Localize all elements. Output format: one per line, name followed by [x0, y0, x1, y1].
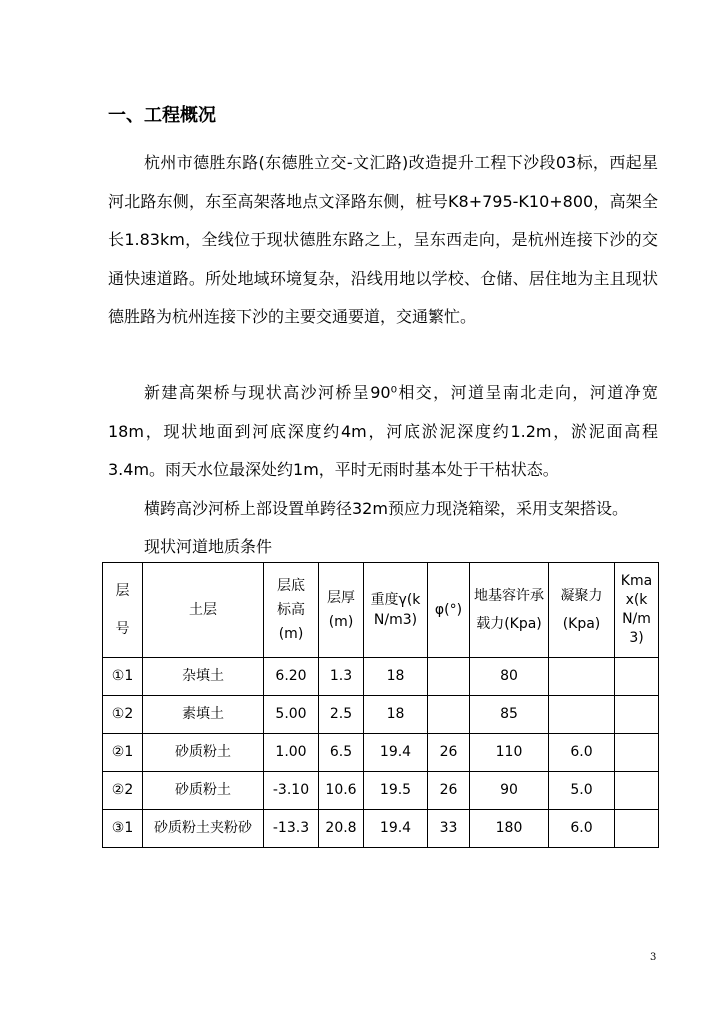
cell-kmax	[615, 696, 659, 734]
header-bearing-capacity: 地基容许承载力(Kpa)	[470, 563, 549, 658]
table-row	[103, 734, 659, 772]
cell-phi: 26	[428, 734, 470, 772]
cell-no: ①2	[103, 696, 143, 734]
geology-table	[102, 562, 659, 848]
cell-no: ①1	[103, 658, 143, 696]
cell-thick: 2.5	[319, 696, 364, 734]
section-title: 一、工程概况	[108, 105, 216, 126]
cell-phi: 26	[428, 772, 470, 810]
cell-cohesion: 6.0	[549, 810, 615, 848]
header-unit-weight: 重度γ(kN/m3)	[364, 563, 428, 658]
header-friction-angle: φ(°)	[428, 563, 470, 658]
paragraph-river-conditions: 新建高架桥与现状高沙河桥呈90⁰相交，河道呈南北走向，河道净宽18m，现状地面到河底深度约4m，河底淤泥深度约1.2m，淤泥面高程3.4m。雨天水位最深处约1m，平时无雨时基本处于干枯状态。	[108, 383, 658, 479]
page-number: 3	[650, 952, 657, 963]
cell-elev: 6.20	[264, 658, 319, 696]
cell-phi	[428, 696, 470, 734]
cell-thick: 20.8	[319, 810, 364, 848]
table-header-row	[103, 563, 659, 658]
header-soil: 土层	[143, 563, 264, 658]
table-row	[103, 772, 659, 810]
cell-soil: 砂质粉土	[143, 734, 264, 772]
cell-kmax	[615, 734, 659, 772]
cell-bearing: 90	[470, 772, 549, 810]
cell-gamma: 19.4	[364, 734, 428, 772]
cell-gamma: 19.5	[364, 772, 428, 810]
cell-soil: 杂填土	[143, 658, 264, 696]
header-thickness: 层厚(m)	[319, 563, 364, 658]
cell-bearing: 180	[470, 810, 549, 848]
cell-cohesion: 5.0	[549, 772, 615, 810]
cell-thick: 10.6	[319, 772, 364, 810]
cell-soil: 素填土	[143, 696, 264, 734]
cell-cohesion: 6.0	[549, 734, 615, 772]
cell-thick: 6.5	[319, 734, 364, 772]
cell-cohesion	[549, 658, 615, 696]
table-caption: 现状河道地质条件	[144, 537, 273, 556]
table-row	[103, 658, 659, 696]
cell-gamma: 19.4	[364, 810, 428, 848]
cell-no: ②1	[103, 734, 143, 772]
paragraph-superstructure: 横跨高沙河桥上部设置单跨径32m预应力现浇箱梁，采用支架搭设。	[144, 499, 628, 518]
cell-elev: -13.3	[264, 810, 319, 848]
table-row	[103, 696, 659, 734]
table-row	[103, 810, 659, 848]
header-kmax: Kmax(kN/m3)	[615, 563, 659, 658]
cell-bearing: 80	[470, 658, 549, 696]
cell-gamma: 18	[364, 658, 428, 696]
cell-gamma: 18	[364, 696, 428, 734]
header-cohesion: 凝聚力(Kpa)	[549, 563, 615, 658]
cell-thick: 1.3	[319, 658, 364, 696]
cell-elev: 5.00	[264, 696, 319, 734]
cell-cohesion	[549, 696, 615, 734]
paragraph-project-overview: 杭州市德胜东路(东德胜立交-文汇路)改造提升工程下沙段03标，西起星河北路东侧，东至高架落地点文泽路东侧，桩号K8+795-K10+800，高架全长1.83km，全线位于现状德胜东路之上，呈东西走向，是杭州连接下沙的交通快速道路。所处地域环境复杂，沿线用地以学校、仓储、居住地为主且现状德胜路为杭州连接下沙的主要交通要道，交通繁忙。	[108, 153, 658, 326]
cell-bearing: 110	[470, 734, 549, 772]
cell-bearing: 85	[470, 696, 549, 734]
cell-phi	[428, 658, 470, 696]
cell-no: ③1	[103, 810, 143, 848]
cell-kmax	[615, 658, 659, 696]
cell-soil: 砂质粉土	[143, 772, 264, 810]
cell-kmax	[615, 810, 659, 848]
cell-no: ②2	[103, 772, 143, 810]
cell-elev: 1.00	[264, 734, 319, 772]
cell-kmax	[615, 772, 659, 810]
header-layer-no: 层号	[103, 563, 143, 658]
header-bottom-elevation: 层底标高(m)	[264, 563, 319, 658]
cell-phi: 33	[428, 810, 470, 848]
cell-soil: 砂质粉土夹粉砂	[143, 810, 264, 848]
cell-elev: -3.10	[264, 772, 319, 810]
